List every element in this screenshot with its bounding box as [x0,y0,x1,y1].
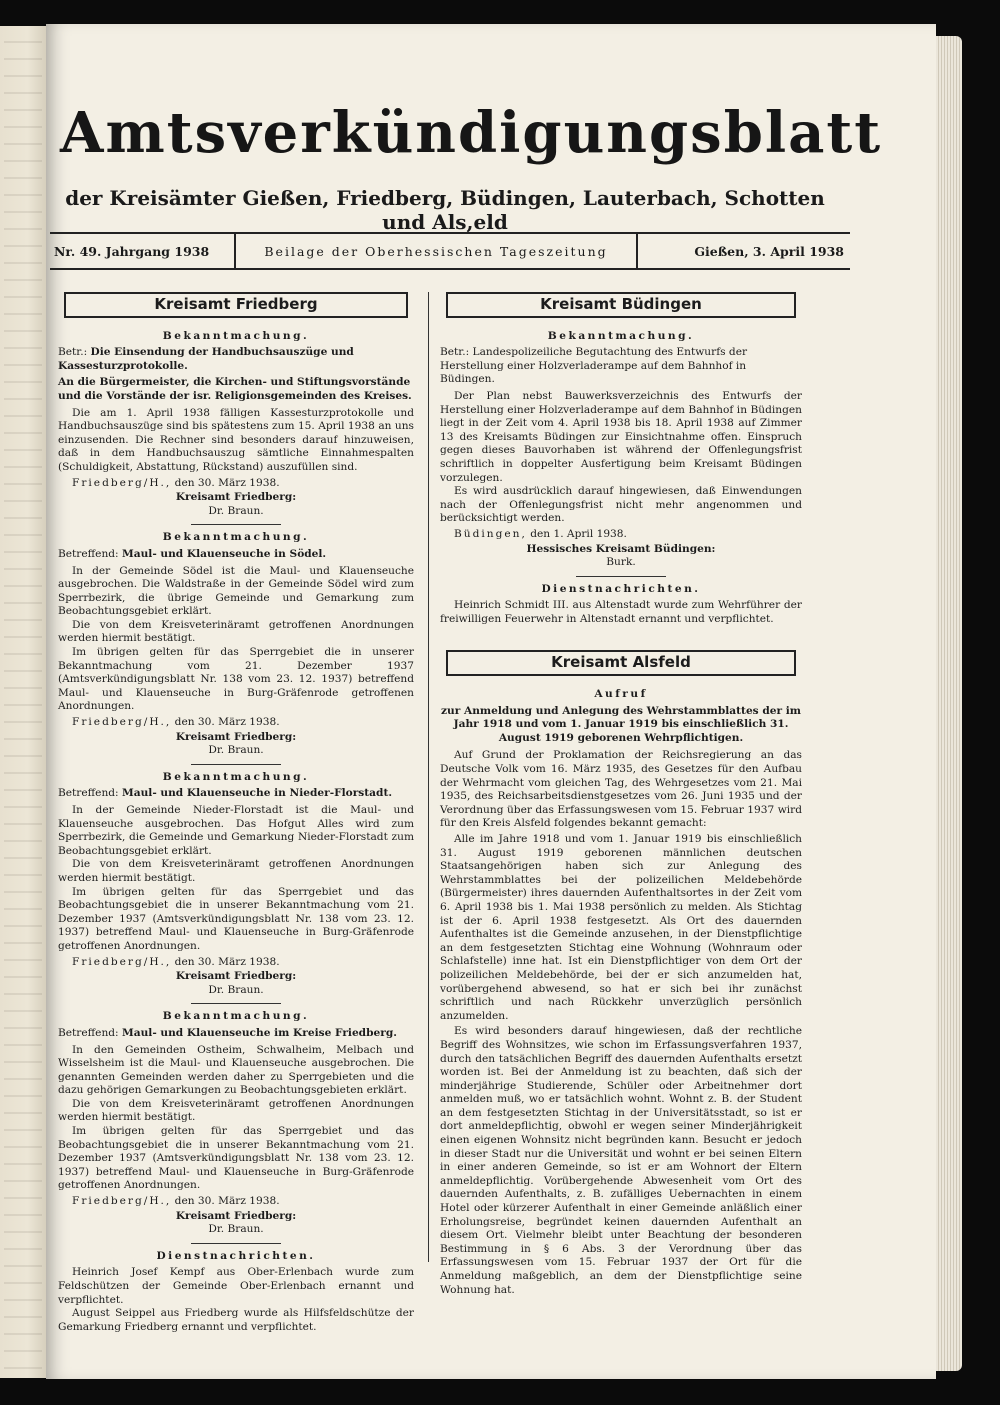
notice-signer: Dr. Braun. [208,744,264,757]
notice-place-date [58,956,414,970]
separator-rule [191,1003,281,1004]
notice-paragraph: Im übrigen gelten für das Sperrgebiet und das Beobachtungsgebiet die in unserer Bekanntmachung vom 21. Dezember 1937 (Amtsverkündigungsblatt Nr. 138 vom 23. 12. 1937) betreffend Maul- und Klauenseuche in Burg-Gräfenrode getroffenen Anordnungen. [58,1125,414,1192]
notice-heading: Aufruf [594,688,648,701]
notice-signer: Dr. Braun. [208,504,264,517]
notice-place-date [58,477,414,491]
notice-heading: Bekanntmachung. [162,531,310,544]
subject-prefix: Betr.: [58,346,88,359]
notice-subject [58,1027,414,1041]
address-text: An die Bürgermeister, die Kirchen- und Stiftungsvorstände und die Vorstände der isr. Religionsgemeinden des Kreises. [58,376,412,402]
left-page-text-bleed [4,26,42,1378]
notice-paragraph: Es wird ausdrücklich darauf hingewiesen, daß Einwendungen nach der Offenlegungsfrist nicht mehr angenommen und berücksichtigt werden. [440,485,802,525]
service-paragraph: Heinrich Josef Kempf aus Ober-Erlenbach wurde zum Feldschützen der Gemeinde Ober-Erlenbach ernannt und verpflichtet. [58,1266,414,1306]
subject-text: Landespolizeiliche Begutachtung des Entwurfs der Herstellung einer Holzverladerampe auf dem Bahnhof in Büdingen. [440,346,748,386]
notice-paragraph: Alle im Jahre 1918 und vom 1. Januar 1919 bis einschließlich 31. August 1919 geborenen männlichen deutschen Staatsangehörigen haben sich zur Anlegung des Wehrstammblattes bei der polizeilichen Meldebehörde (Bürgermeister) ihres dauernden Aufenthaltsortes in der Zeit vom 6. April 1938 bis 1. Mai 1938 persönlich zu melden. Als Stichtag ist der 6. April 1938 festgesetzt. Als Ort des dauernden Aufenthaltes ist die Gemeinde anzusehen, in der Dienstpflichtige an dem festgesetzten Stichtag eine Wohnung (Wohnraum oder Schlafstelle) inne hat. Ist ein Dienstpflichtiger von dem Ort der polizeilichen Meldebehörde, bei der er sich anzumelden hat, vorübergehend abwesend, so hat er sich bei ihr zunächst schriftlich und nach Rückkehr unverzüglich persönlich anzumelden. [440,833,802,1022]
subject-text: Die Einsendung der Handbuchsauszüge und Kassesturzprotokolle. [58,346,354,372]
office-heading-buedingen: Kreisamt Büdingen [446,292,796,318]
notice [58,1010,414,1244]
subject-text: Maul- und Klauenseuche in Södel. [122,547,327,560]
service-news [440,583,802,627]
office-heading-alsfeld: Kreisamt Alsfeld [446,650,796,676]
notice-place-date [58,1195,414,1209]
separator-rule [191,524,281,525]
notice-address [58,376,414,403]
subject-prefix: Betreffend: [58,787,119,800]
notice-paragraph: Die von dem Kreisveterinäramt getroffenen Anordnungen werden hiermit bestätigt. [58,858,414,884]
supplement-label: Beilage der Oberhessischen Tageszeitung [236,234,638,268]
notice-signer: Dr. Braun. [208,1223,264,1236]
notice [440,688,802,1297]
notice-signer: Burk. [606,556,636,569]
notice-paragraph: Auf Grund der Proklamation der Reichsregierung an das Deutsche Volk vom 16. März 1935, des Gesetzes für den Aufbau der Wehrmacht vom gleichen Tag, des Wehrgesetzes vom 21. Mai 1935, des Reichsarbeitsdienstgesetzes vom 26. Juni 1935 und der Verordnung über das Erfassungswesen vom 15. Februar 1937 wird für den Kreis Alsfeld folgendes bekannt gemacht: [440,749,802,830]
date: den 30. März 1938. [174,1195,280,1208]
notice-authority [58,491,414,505]
notice [58,771,414,1005]
place: Büdingen, [454,527,527,540]
authority-text: Kreisamt Friedberg: [175,730,297,743]
spacer [440,626,802,650]
notice-paragraph: Es wird besonders darauf hingewiesen, daß der rechtliche Begriff des Wohnsitzes, wie schon im Erfassungsverfahren 1937, durch den tatsächlichen Begriff des dauernden Aufenthalts ersetzt worden ist. Bei der Anmeldung ist zu beachten, daß sich der minderjährige Studierende, Schüler oder Arbeitnehmer dort anmelden muß, wo er tatsächlich wohnt. Wohnt z. B. der Student an dem festgesetzten Stichtag in der Universitätsstadt, so ist er dort anmeldepflichtig, obwohl er wegen seiner Minderjährigkeit einen eigenen Wohnsitz nicht begründen kann. Besucht er jedoch in dieser Stadt nur die Universität und wohnt er bei seinen Eltern in einer anderen Gemeinde, so ist er am Wohnort der Eltern anmeldepflichtig. Vorübergehende Abwesenheit vom Ort des dauernden Aufenthalts, z. B. zufälliges Uebernachten in einem Hotel oder kürzerer Aufenthalt in einer Gemeinde anläßlich einer Erholungsreise, begründet keinen dauernden Aufenthalt an diesem Ort. Vielmehr bleibt unter Beachtung der besonderen Bestimmung in § 6 Abs. 3 der Verordnung über das Erfassungswesen vom 15. Februar 1937 der Ort für die Anmeldung maßgeblich, an dem der Dienstpflichtige seine Wohnung hat. [440,1025,802,1296]
place: Friedberg/H., [72,716,172,729]
notice-authority [58,1210,414,1224]
subject-prefix: Betr.: [440,346,470,359]
notice-signer: Dr. Braun. [208,983,264,996]
notice-paragraph: Der Plan nebst Bauwerksverzeichnis des Entwurfs der Herstellung einer Holzverladerampe auf dem Bahnhof in Büdingen liegt in der Zeit vom 4. April 1938 bis 18. April 1938 auf Zimmer 13 des Kreisamts Büdingen zur Einsichtnahme offen. Einspruch gegen dieses Bauvorhaben ist während der Offenlegungsfrist schriftlich in doppelter Ausfertigung beim Kreisamt Büdingen vorzulegen. [440,389,802,484]
issue-number: Nr. 49. Jahrgang 1938 [50,234,236,268]
notice-authority [58,731,414,745]
notice-paragraph: In der Gemeinde Södel ist die Maul- und Klauenseuche ausgebrochen. Die Waldstraße in der Gemeinde Södel wird zum Sperrbezirk, die übrige Gemeinde und Gemarkung zum Beobachtungsgebiet erklärt. [58,564,414,618]
issue-info-bar [50,232,850,270]
notice-subject [58,346,414,373]
masthead-subtitle: der Kreisämter Gießen, Friedberg, Büdingen, Lauterbach, Schotten und Als,eld [65,186,825,234]
separator-rule [191,764,281,765]
notice-paragraph: In den Gemeinden Ostheim, Schwalheim, Melbach und Wisselsheim ist die Maul- und Klauenseuche ausgebrochen. Die genannten Gemeinden werden daher zu Sperrgebieten und die dazu gehörigen Gemarkungen zu Beobachtungsgebieten erklärt. [58,1043,414,1097]
column-divider [428,292,429,1262]
subject-prefix: Betreffend: [58,547,119,560]
left-column [58,292,414,1334]
service-news [58,1250,414,1335]
subject-text: Maul- und Klauenseuche in Nieder-Florstadt. [122,787,393,800]
notice-subheading: zur Anmeldung und Anlegung des Wehrstammblattes der im Jahr 1918 und vom 1. Januar 1919 bis einschließlich 31. August 1919 geborenen Wehrpflichtigen. [440,704,801,744]
right-column [440,292,802,1297]
authority-text: Kreisamt Friedberg: [175,491,297,504]
authority-text: Hessisches Kreisamt Büdingen: [526,542,716,555]
service-paragraph: Heinrich Schmidt III. aus Altenstadt wurde zum Wehrführer der freiwilligen Feuerwehr in Altenstadt ernannt und verpflichtet. [440,599,802,625]
date: den 30. März 1938. [174,716,280,729]
place: Friedberg/H., [72,955,172,968]
notice-heading: Bekanntmachung. [162,329,310,342]
place: Friedberg/H., [72,1195,172,1208]
notice-heading: Bekanntmachung. [162,770,310,783]
place: Friedberg/H., [72,476,172,489]
service-heading: Dienstnachrichten. [541,582,701,595]
authority-text: Kreisamt Friedberg: [175,970,297,983]
subject-prefix: Betreffend: [58,1026,119,1039]
notice-place-date [58,716,414,730]
notice [440,330,802,577]
notice-paragraph: In der Gemeinde Nieder-Florstadt ist die Maul- und Klauenseuche ausgebrochen. Das Hofgut Alles wird zum Sperrbezirk, die Gemeinde und Gemarkung Nieder-Florstadt zum Beobachtungsgebiet erklärt. [58,804,414,857]
subject-text: Maul- und Klauenseuche im Kreise Friedberg. [122,1026,397,1039]
notice-paragraph: Die von dem Kreisveterinäramt getroffenen Anordnungen werden hiermit bestätigt. [58,618,414,645]
date: den 30. März 1938. [174,476,280,489]
left-facing-page [0,26,46,1378]
notice-authority [440,543,802,557]
notice-paragraph: Im übrigen gelten für das Sperrgebiet die in unserer Bekanntmachung vom 21. Dezember 1937 (Amtsverkündigungsblatt Nr. 138 vom 23. 12. 1937) betreffend Maul- und Klauenseuche in Burg-Gräfenrode getroffenen Anordnungen. [58,646,414,713]
notice-paragraph: Die von dem Kreisveterinäramt getroffenen Anordnungen werden hiermit bestätigt. [58,1097,414,1124]
separator-rule [576,576,666,577]
service-paragraph: August Seippel aus Friedberg wurde als Hilfsfeldschütze der Gemarkung Friedberg ernannt und verpflichtet. [58,1307,414,1333]
notice [58,531,414,765]
notice-heading: Bekanntmachung. [547,329,695,342]
service-heading: Dienstnachrichten. [156,1249,316,1262]
notice-subject [58,548,414,562]
notice-heading: Bekanntmachung. [162,1010,310,1023]
notice-paragraph: Im übrigen gelten für das Sperrgebiet und das Beobachtungsgebiet die in unserer Bekanntmachung vom 21. Dezember 1937 (Amtsverkündigungsblatt Nr. 138 vom 23. 12. 1937) betreffend Maul- und Klauenseuche in Burg-Gräfenrode getroffenen Anordnungen. [58,885,414,952]
notice-place-date [440,528,802,542]
notice-subject [58,787,414,801]
notice-authority [58,970,414,984]
separator-rule [191,1243,281,1244]
issue-place-date: Gießen, 3. April 1938 [694,243,844,259]
authority-text: Kreisamt Friedberg: [175,1209,297,1222]
notice-paragraph: Die am 1. April 1938 fälligen Kassesturzprotokolle und Handbuchsauszüge sind bis spätestens zum 15. April 1938 an uns einzusenden. Die Rechner sind besonders darauf hinzuweisen, daß in dem Handbuchsauszug sämtliche Einnahmespalten (Schuldigkeit, Abstattung, Rückstand) auszufüllen sind. [58,406,414,473]
notice [58,330,414,526]
date: den 30. März 1938. [174,955,280,968]
masthead-title: Amtsverkündigungsblatt [60,100,883,166]
office-heading-friedberg: Kreisamt Friedberg [64,292,408,318]
date: den 1. April 1938. [530,527,627,540]
notice-subject [440,346,802,387]
